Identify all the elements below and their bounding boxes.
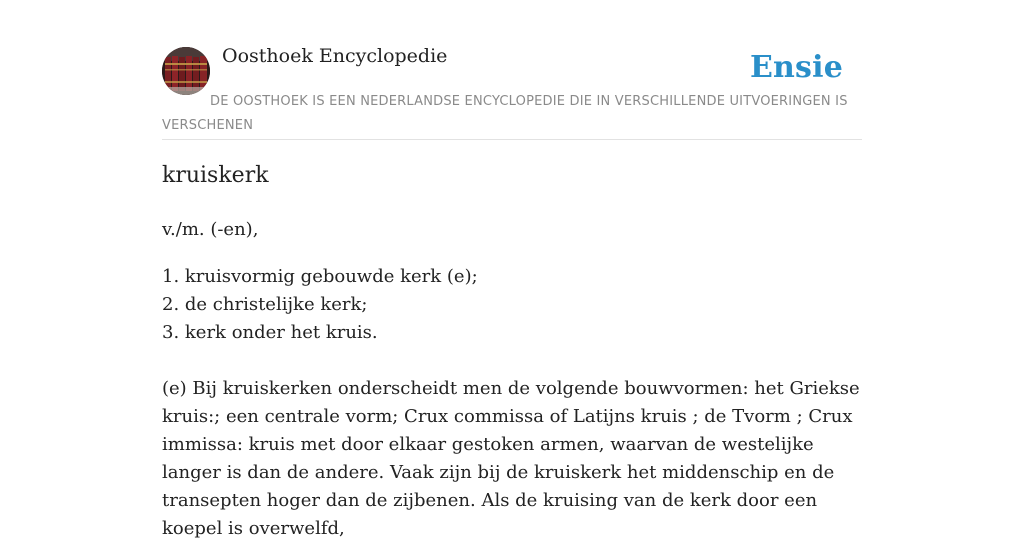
encyclopedia-books-icon[interactable] <box>162 47 210 95</box>
sense-item: 3. kerk onder het kruis. <box>162 322 378 343</box>
entry-headword: kruiskerk <box>162 163 269 188</box>
header-divider <box>162 139 862 140</box>
entry-paragraph: (e) Bij kruiskerken onderscheidt men de volgende bouwvormen: het Griekse kruis:; een centrale vorm; Crux commissa of Latijns kruis ; de Tvorm ; Crux immissa: kruis met door elkaar gestoken armen, waarvan de westelijke langer is dan de andere. Vaak zijn bij de kruiskerk het middenschip en de transepten hoger dan de zijbenen. Als de kruising van de kerk door een koepel is overwelfd, <box>162 378 860 539</box>
sense-item: 1. kruisvormig gebouwde kerk (e); <box>162 266 478 287</box>
entry-grammar: v./m. (-en), <box>162 219 259 240</box>
entry-senses <box>162 263 478 347</box>
brand-logo-link[interactable]: Ensie <box>749 50 843 85</box>
site-tagline: DE OOSTHOEK IS EEN NEDERLANDSE ENCYCLOPEDIE DIE IN VERSCHILLENDE UITVOERINGEN IS VERSCHENEN <box>162 94 848 133</box>
sense-item: 2. de christelijke kerk; <box>162 294 368 315</box>
site-title[interactable]: Oosthoek Encyclopedie <box>222 45 448 67</box>
